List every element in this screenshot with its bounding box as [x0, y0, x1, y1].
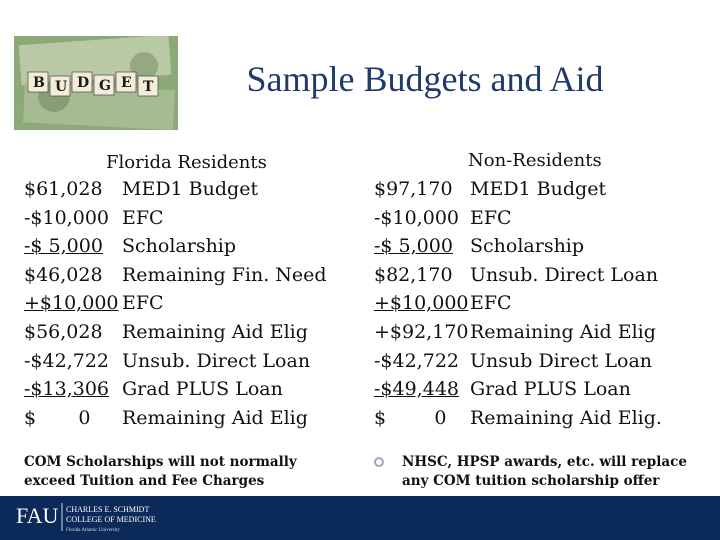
florida-amount: $56,028 — [24, 320, 103, 343]
florida-amount: -$13,306 — [24, 378, 109, 401]
nonresident-amount: $97,170 — [374, 178, 453, 200]
nonresident-label: Grad PLUS Loan — [470, 378, 631, 401]
nonresident-amount: -$49,448 — [374, 378, 459, 401]
florida-note: COM Scholarships will not normally exceed Tuition and Fee Charges — [24, 454, 297, 489]
nonresident-label: MED1 Budget — [470, 178, 607, 200]
nonresident-label: Unsub. Direct Loan — [470, 263, 659, 286]
florida-amount: -$ 5,000 — [24, 235, 103, 258]
florida-label: Unsub. Direct Loan — [122, 349, 311, 372]
nonresident-amount: -$10,000 — [374, 206, 459, 229]
page-title: Sample Budgets and Aid — [246, 59, 604, 99]
florida-heading: Florida Residents — [106, 152, 267, 173]
fau-logo — [16, 499, 176, 537]
florida-amount: -$10,000 — [24, 206, 109, 229]
florida-amount: -$42,722 — [24, 349, 109, 372]
nonresident-label: Remaining Aid Elig. — [470, 406, 662, 429]
logo-mark: FAU — [16, 503, 59, 528]
nonresident-label: Remaining Aid Elig — [470, 320, 656, 343]
florida-amount: +$10,000 — [24, 292, 119, 315]
nonresident-amount: +$92,170 — [374, 320, 469, 343]
florida-amount: $46,028 — [24, 263, 103, 286]
florida-label: Remaining Fin. Need — [122, 263, 327, 286]
budget-letter: U — [55, 79, 68, 95]
nonresident-amount: -$ 5,000 — [374, 235, 453, 258]
budget-letter: B — [33, 75, 45, 91]
florida-label: MED1 Budget — [122, 178, 259, 200]
nonresident-amount: $ 0 — [374, 406, 447, 429]
nonresident-label: EFC — [470, 292, 512, 315]
budget-letter: T — [143, 79, 154, 95]
budget-letter: E — [121, 75, 132, 91]
nonresident-label: Scholarship — [470, 235, 585, 258]
budget-letter: D — [77, 75, 90, 91]
florida-label: Remaining Aid Elig — [122, 406, 308, 429]
florida-amount: $ 0 — [24, 406, 91, 429]
budget-letter: G — [99, 78, 111, 94]
florida-label: Grad PLUS Loan — [122, 378, 283, 401]
logo-line2: COLLEGE OF MEDICINE — [66, 515, 156, 524]
florida-amount: $61,028 — [24, 178, 103, 200]
nonresident-amount: -$42,722 — [374, 349, 459, 372]
florida-label: Remaining Aid Elig — [122, 320, 308, 343]
florida-label: EFC — [122, 292, 164, 315]
nonresident-labels — [470, 175, 662, 432]
nonresident-label: EFC — [470, 206, 512, 229]
florida-labels — [122, 175, 327, 432]
logo-line1: CHARLES E. SCHMIDT — [66, 505, 150, 514]
bullet-icon — [374, 457, 384, 467]
nonresident-amount: $82,170 — [374, 263, 453, 286]
nonresident-amount: +$10,000 — [374, 292, 469, 315]
florida-label: Scholarship — [122, 235, 237, 258]
nonresident-note: NHSC, HPSP awards, etc. will replace any COM tuition scholarship offer — [402, 454, 687, 489]
nonresident-amounts — [374, 175, 469, 432]
florida-amounts — [24, 175, 119, 432]
nonresident-label: Unsub Direct Loan — [470, 349, 653, 372]
nonresident-heading: Non-Residents — [468, 150, 602, 171]
florida-label: EFC — [122, 206, 164, 229]
budget-image — [14, 36, 178, 130]
logo-line3: Florida Atlantic University — [66, 528, 120, 533]
